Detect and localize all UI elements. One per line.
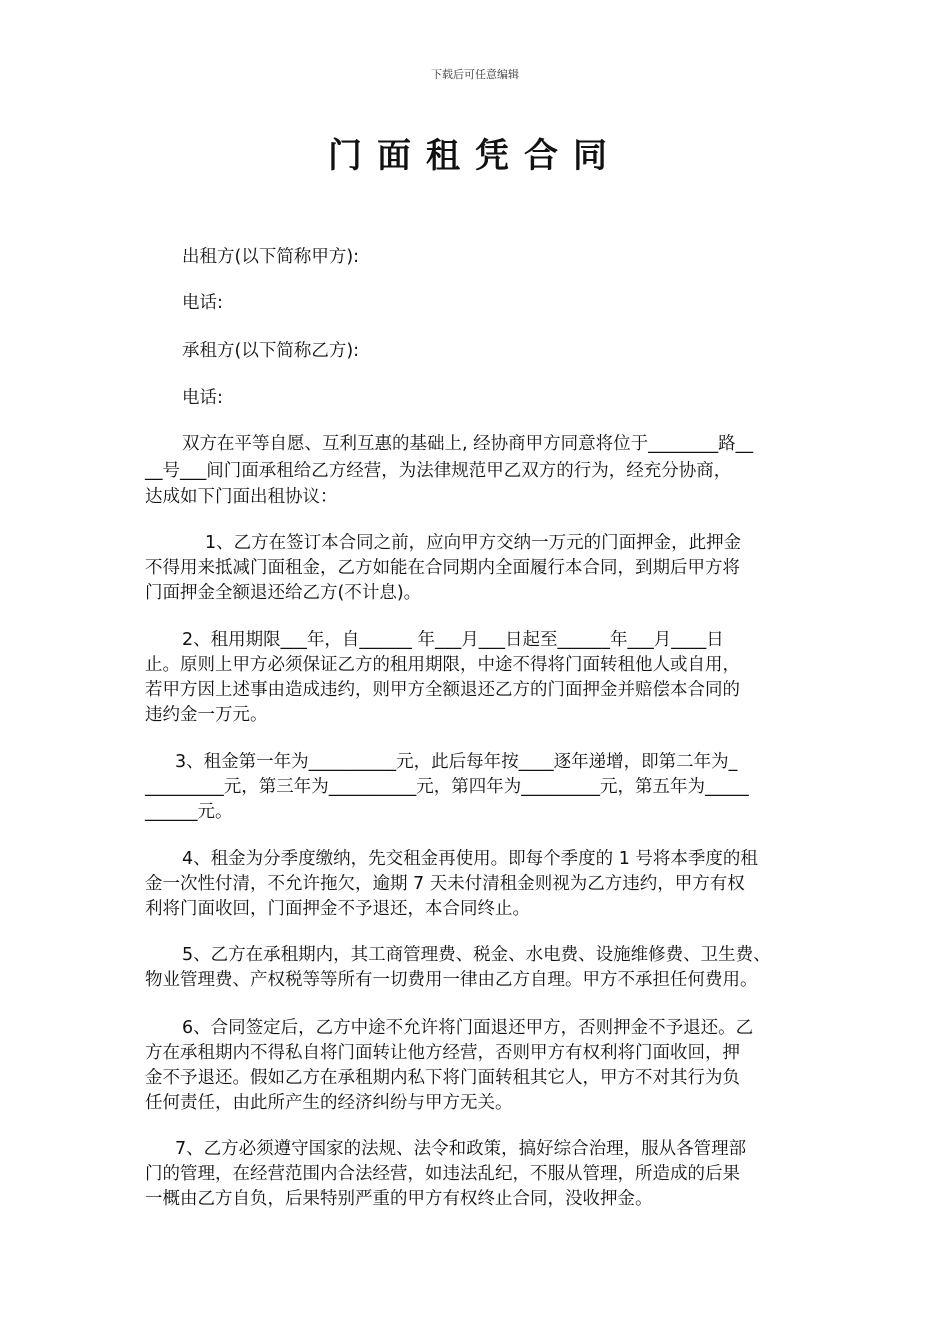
clause-2-line: 2、租用期限___年，自______ 年___月___日起至______年___月____日 — [182, 630, 724, 650]
clause-5-line: 5、乙方在承租期内，其工商管理费、税金、水电费、设施维修费、卫生费、 — [182, 945, 771, 965]
intro-line: 达成如下门面出租协议： — [145, 487, 338, 507]
clause-2-line: 若甲方因上述事由造成违约，则甲方全额退还乙方的门面押金并赔偿本合同的 — [145, 680, 740, 700]
document-title: 门面租凭合同 — [328, 136, 622, 176]
clause-1-line: 1、乙方在签订本合同之前，应向甲方交纳一万元的门面押金，此押金 — [205, 533, 742, 553]
clause-3-line: ______元。 — [145, 802, 233, 822]
header-note: 下载后可任意编辑 — [431, 68, 519, 81]
clause-3-line: _________元，第三年为__________元，第四年为_________元，第五年为_____ — [145, 777, 749, 797]
clause-4-line: 4、租金为分季度缴纳，先交租金再使用。即每个季度的 1 号将本季度的租 — [182, 849, 758, 869]
clause-5-line: 物业管理费、产权税等等所有一切费用一律由乙方自理。甲方不承担任何费用。 — [145, 970, 758, 990]
lessor-label: 出租方(以下简称甲方): — [182, 247, 360, 267]
lessor-phone-label: 电话: — [182, 293, 223, 313]
clause-2-line: 止。原则上甲方必须保证乙方的租用期限，中途不得将门面转租他人或自用， — [145, 655, 740, 675]
intro-line: __号___间门面承租给乙方经营，为法律规范甲乙双方的行为，经充分协商， — [145, 461, 732, 481]
clause-7-line: 7、乙方必须遵守国家的法规、法令和政策，搞好综合治理，服从各管理部 — [175, 1139, 747, 1159]
clause-6-line: 方在承租期内不得私自将门面转让他方经营，否则甲方有权利将门面收回，押 — [145, 1043, 740, 1063]
lessee-label: 承租方(以下简称乙方): — [182, 341, 360, 361]
clause-6-line: 任何责任，由此所产生的经济纠纷与甲方无关。 — [145, 1093, 513, 1113]
clause-7-line: 门的管理，在经营范围内合法经营，如违法乱纪，不服从管理，所造成的后果 — [145, 1164, 740, 1184]
clause-1-line: 不得用来抵减门面租金，乙方如能在合同期内全面履行本合同，到期后甲方将 — [145, 558, 740, 578]
lessee-phone-label: 电话: — [182, 388, 223, 408]
clause-6-line: 6、合同签定后，乙方中途不允许将门面退还甲方，否则押金不予退还。乙 — [182, 1018, 754, 1038]
clause-4-line: 金一次性付清，不允许拖欠，逾期 7 天未付清租金则视为乙方违约，甲方有权 — [145, 874, 745, 894]
clause-2-line: 违约金一万元。 — [145, 705, 268, 725]
clause-6-line: 金不予退还。假如乙方在承租期内私下将门面转租其它人，甲方不对其行为负 — [145, 1068, 740, 1088]
clause-7-line: 一概由乙方自负，后果特别严重的甲方有权终止合同，没收押金。 — [145, 1189, 653, 1209]
clause-3-line: 3、租金第一年为__________元，此后每年按____逐年递增，即第二年为_ — [175, 752, 738, 772]
clause-4-line: 利将门面收回，门面押金不予退还，本合同终止。 — [145, 899, 530, 919]
intro-line: 双方在平等自愿、互利互惠的基础上, 经协商甲方同意将位于________路__ — [182, 434, 754, 454]
clause-1-line: 门面押金全额退还给乙方(不计息)。 — [145, 583, 422, 603]
